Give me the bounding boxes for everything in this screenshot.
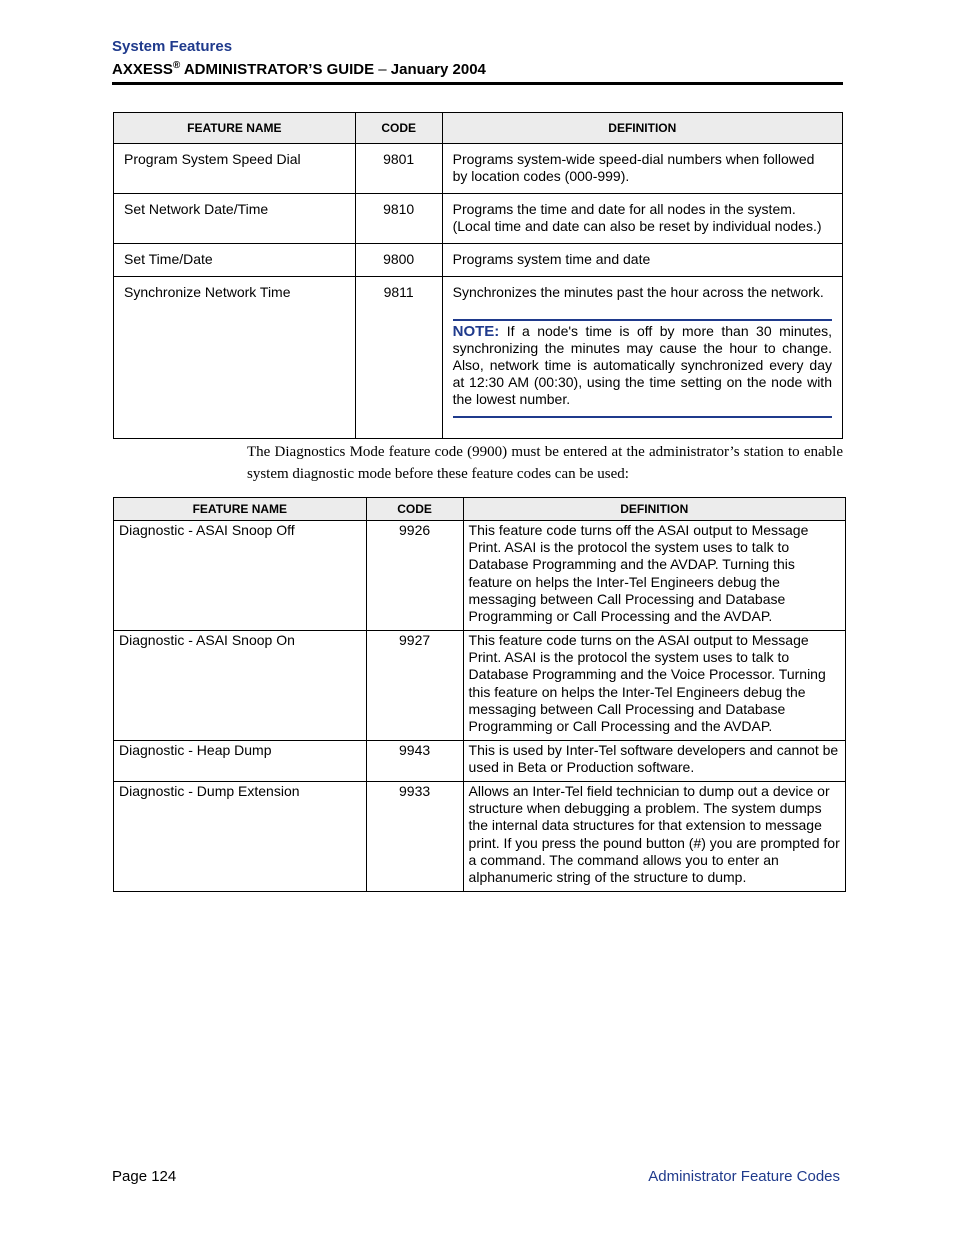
feature-name-cell: Set Network Date/Time <box>114 194 356 244</box>
code-cell: 9926 <box>366 521 463 631</box>
column-header-code: CODE <box>355 113 442 144</box>
definition-cell: Programs system-wide speed-dial numbers when followed by location codes (000-999). <box>442 144 842 194</box>
note-text: If a node's time is off by more than 30 minutes, synchronizing the minutes may cause the hour to change. Also, network time is automatically synchronized every day at 12:30 AM (00:30), using the time setting on the node with the lowest number. <box>452 323 832 407</box>
feature-name-cell: Synchronize Network Time <box>114 277 356 439</box>
definition-cell: This feature code turns off the ASAI output to Message Print. ASAI is the protocol the system uses to talk to Database Programming and the AVDAP. Turning this feature on helps the Inter-Tel Engineers debug the messaging between Call Processing and Database Programming or Call Processing and the AVDAP. <box>463 521 845 631</box>
registered-mark: ® <box>172 60 181 71</box>
feature-name-cell: Set Time/Date <box>114 244 356 277</box>
definition-cell: This is used by Inter-Tel software developers and cannot be used in Beta or Production software. <box>463 741 845 782</box>
table-header-row <box>114 498 846 521</box>
table-header-row <box>114 113 843 144</box>
definition-cell <box>442 277 842 439</box>
page-number: Page 124 <box>112 1168 177 1185</box>
guide-date: January 2004 <box>386 61 486 78</box>
column-header-feature-name: FEATURE NAME <box>114 498 367 521</box>
feature-name-cell: Diagnostic - Heap Dump <box>114 741 367 782</box>
code-cell: 9800 <box>355 244 442 277</box>
chapter-title: Administrator Feature Codes <box>648 1168 840 1185</box>
feature-name-cell: Diagnostic - ASAI Snoop Off <box>114 521 367 631</box>
code-cell: 9801 <box>355 144 442 194</box>
definition-cell: This feature code turns on the ASAI output to Message Print. ASAI is the protocol the system uses to talk to Database Programming and the Voice Processor. Turning this feature on helps the Inter-Tel Engineers debug the messaging between Call Processing and Database Programming or Call Processing and the AVDAP. <box>463 631 845 741</box>
table-row <box>114 244 843 277</box>
feature-name-cell: Program System Speed Dial <box>114 144 356 194</box>
note-box <box>453 319 832 418</box>
table-row <box>114 521 846 631</box>
brand-name: AXXESS <box>112 61 173 78</box>
title-dash: – <box>378 61 387 78</box>
diagnostic-codes-table <box>113 497 846 892</box>
header-rule <box>112 82 843 85</box>
code-cell: 9811 <box>355 277 442 439</box>
table-row <box>114 741 846 782</box>
document-title <box>112 60 486 78</box>
definition-cell: Allows an Inter-Tel field technician to dump out a device or structure when debugging a problem. The system dumps the internal data structures for that extension to message print. If you press the pound button (#) you are prompted for a command. The command allows you to enter an alphanumeric string of the structure to dump. <box>463 782 845 892</box>
table-row <box>114 194 843 244</box>
definition-cell: Programs the time and date for all nodes in the system. (Local time and date can also be reset by individual nodes.) <box>442 194 842 244</box>
definition-cell: Programs system time and date <box>442 244 842 277</box>
note-label: NOTE: <box>452 323 500 340</box>
intro-paragraph: The Diagnostics Mode feature code (9900) must be entered at the administrator’s station to enable system diagnostic mode before these feature codes can be used: <box>247 444 843 482</box>
feature-codes-table <box>113 112 843 439</box>
column-header-code: CODE <box>366 498 463 521</box>
table-row <box>114 782 846 892</box>
feature-name-cell: Diagnostic - Dump Extension <box>114 782 367 892</box>
section-title: System Features <box>112 38 233 55</box>
code-cell: 9927 <box>366 631 463 741</box>
guide-name: ADMINISTRATOR’S GUIDE <box>180 61 379 78</box>
definition-text: Synchronizes the minutes past the hour across the network. <box>452 284 824 300</box>
table-row <box>114 277 843 439</box>
column-header-definition: DEFINITION <box>442 113 842 144</box>
code-cell: 9943 <box>366 741 463 782</box>
table-row <box>114 631 846 741</box>
column-header-definition: DEFINITION <box>463 498 845 521</box>
column-header-feature-name: FEATURE NAME <box>114 113 356 144</box>
code-cell: 9810 <box>355 194 442 244</box>
code-cell: 9933 <box>366 782 463 892</box>
table-row <box>114 144 843 194</box>
feature-name-cell: Diagnostic - ASAI Snoop On <box>114 631 367 741</box>
